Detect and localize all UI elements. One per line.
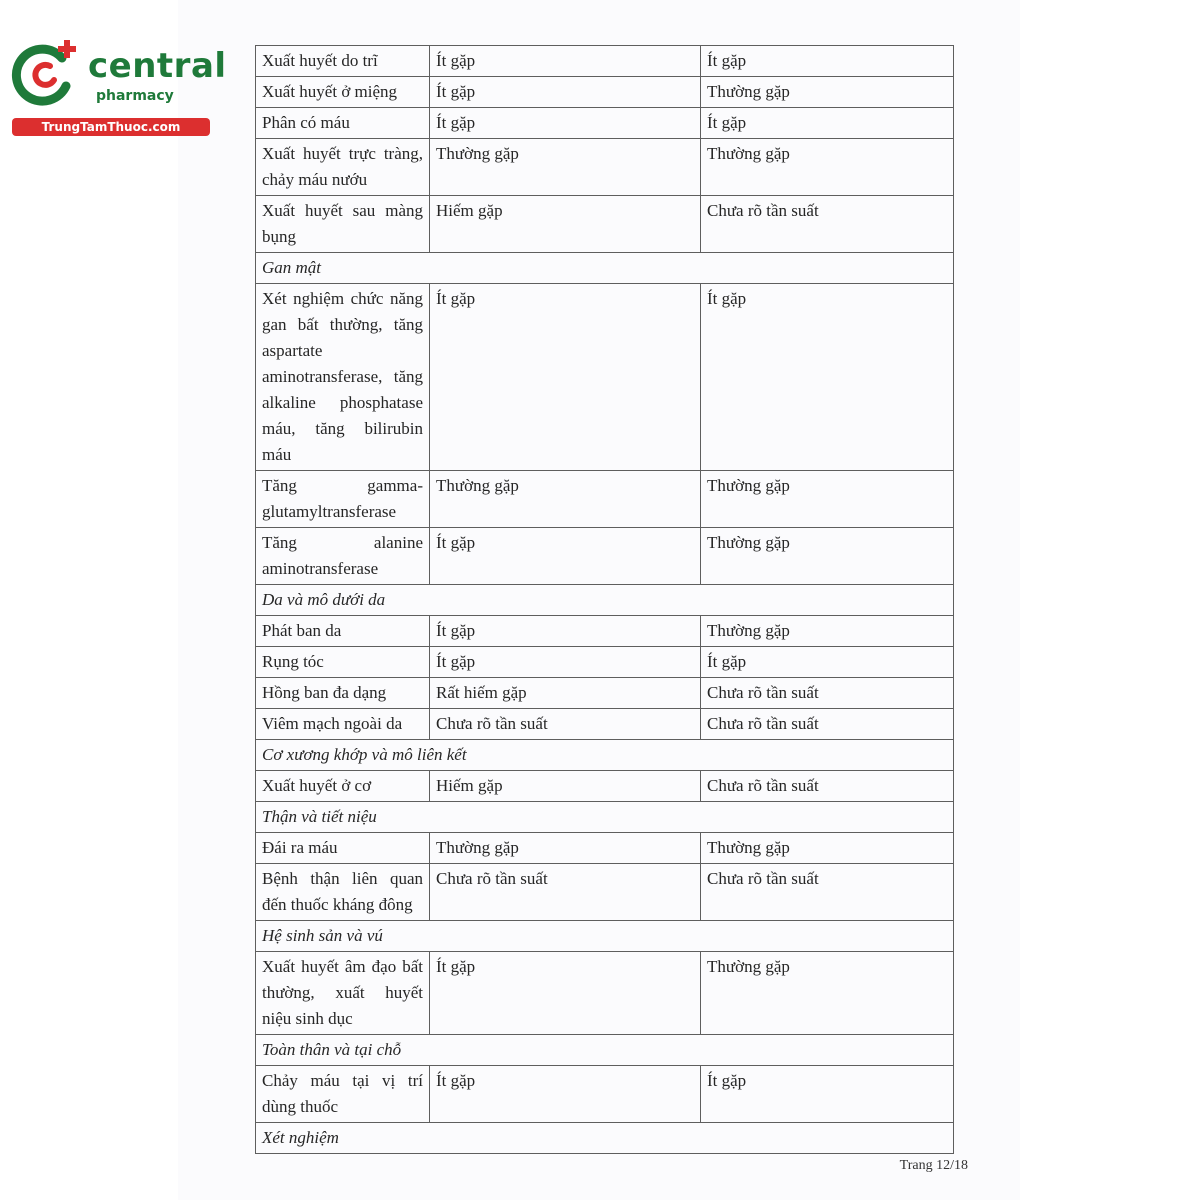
section-row xyxy=(256,802,954,833)
table-row xyxy=(256,1066,954,1123)
frequency-cell-2: Ít gặp xyxy=(701,284,954,471)
table-row xyxy=(256,528,954,585)
table-row xyxy=(256,678,954,709)
frequency-cell-2: Chưa rõ tần suất xyxy=(701,678,954,709)
page-number: Trang 12/18 xyxy=(899,1158,968,1173)
frequency-cell-1: Ít gặp xyxy=(430,616,701,647)
adverse-effect-cell: Phát ban da xyxy=(256,616,430,647)
adverse-effect-cell: Tăng gamma-glutamyltransferase xyxy=(256,471,430,528)
frequency-cell-1: Thường gặp xyxy=(430,471,701,528)
section-row xyxy=(256,253,954,284)
section-row xyxy=(256,740,954,771)
pharmacy-cross-logo-icon xyxy=(10,36,80,106)
adverse-effect-cell: Hồng ban đa dạng xyxy=(256,678,430,709)
frequency-cell-2: Chưa rõ tần suất xyxy=(701,864,954,921)
frequency-cell-2: Chưa rõ tần suất xyxy=(701,196,954,253)
table-row xyxy=(256,108,954,139)
adverse-effect-cell: Xuất huyết âm đạo bất thường, xuất huyết niệu sinh dục xyxy=(256,952,430,1035)
frequency-cell-2: Thường gặp xyxy=(701,139,954,196)
adverse-effect-cell: Bệnh thận liên quan đến thuốc kháng đông xyxy=(256,864,430,921)
frequency-cell-2: Chưa rõ tần suất xyxy=(701,709,954,740)
section-row xyxy=(256,585,954,616)
section-title: Da và mô dưới da xyxy=(256,585,954,616)
section-title: Cơ xương khớp và mô liên kết xyxy=(256,740,954,771)
frequency-cell-2: Ít gặp xyxy=(701,46,954,77)
frequency-cell-2: Ít gặp xyxy=(701,108,954,139)
section-row xyxy=(256,1123,954,1154)
section-title: Thận và tiết niệu xyxy=(256,802,954,833)
adverse-effect-cell: Xuất huyết sau màng bụng xyxy=(256,196,430,253)
table-row xyxy=(256,833,954,864)
brand-name: central xyxy=(88,46,227,86)
table-row xyxy=(256,196,954,253)
section-row xyxy=(256,921,954,952)
adverse-effect-cell: Xuất huyết ở miệng xyxy=(256,77,430,108)
frequency-cell-2: Chưa rõ tần suất xyxy=(701,771,954,802)
table-row xyxy=(256,616,954,647)
table-row xyxy=(256,864,954,921)
frequency-cell-2: Ít gặp xyxy=(701,1066,954,1123)
frequency-cell-1: Thường gặp xyxy=(430,833,701,864)
adverse-effect-cell: Phân có máu xyxy=(256,108,430,139)
frequency-cell-1: Ít gặp xyxy=(430,46,701,77)
frequency-cell-1: Ít gặp xyxy=(430,1066,701,1123)
frequency-cell-1: Ít gặp xyxy=(430,108,701,139)
frequency-cell-2: Thường gặp xyxy=(701,528,954,585)
table-row xyxy=(256,139,954,196)
table-row xyxy=(256,709,954,740)
frequency-cell-2: Ít gặp xyxy=(701,647,954,678)
adverse-effect-cell: Xuất huyết do trĩ xyxy=(256,46,430,77)
section-title: Gan mật xyxy=(256,253,954,284)
table-row xyxy=(256,952,954,1035)
frequency-cell-1: Ít gặp xyxy=(430,952,701,1035)
brand-website: TrungTamThuoc.com xyxy=(12,118,210,136)
adverse-effect-cell: Xét nghiệm chức năng gan bất thường, tăng aspartate aminotransferase, tăng alkaline phosphatase máu, tăng bilirubin máu xyxy=(256,284,430,471)
frequency-cell-1: Ít gặp xyxy=(430,284,701,471)
frequency-cell-1: Chưa rõ tần suất xyxy=(430,864,701,921)
frequency-cell-2: Thường gặp xyxy=(701,833,954,864)
table-row xyxy=(256,46,954,77)
brand-tagline: pharmacy xyxy=(96,88,174,104)
table-row xyxy=(256,771,954,802)
table-row xyxy=(256,471,954,528)
frequency-cell-1: Ít gặp xyxy=(430,77,701,108)
table-row xyxy=(256,647,954,678)
adverse-effect-cell: Xuất huyết ở cơ xyxy=(256,771,430,802)
adverse-effect-cell: Đái ra máu xyxy=(256,833,430,864)
adverse-effect-cell: Chảy máu tại vị trí dùng thuốc xyxy=(256,1066,430,1123)
adverse-effect-cell: Viêm mạch ngoài da xyxy=(256,709,430,740)
frequency-cell-2: Thường gặp xyxy=(701,471,954,528)
section-title: Hệ sinh sản và vú xyxy=(256,921,954,952)
frequency-cell-1: Chưa rõ tần suất xyxy=(430,709,701,740)
frequency-cell-2: Thường gặp xyxy=(701,952,954,1035)
frequency-cell-1: Hiếm gặp xyxy=(430,196,701,253)
brand-logo[interactable] xyxy=(10,36,227,136)
frequency-cell-1: Thường gặp xyxy=(430,139,701,196)
section-title: Xét nghiệm xyxy=(256,1123,954,1154)
table-row xyxy=(256,284,954,471)
side-effects-table xyxy=(255,45,954,1154)
frequency-cell-1: Ít gặp xyxy=(430,647,701,678)
adverse-effect-cell: Rụng tóc xyxy=(256,647,430,678)
frequency-cell-1: Ít gặp xyxy=(430,528,701,585)
frequency-cell-1: Rất hiếm gặp xyxy=(430,678,701,709)
adverse-effect-cell: Tăng alanine aminotransferase xyxy=(256,528,430,585)
frequency-cell-1: Hiếm gặp xyxy=(430,771,701,802)
section-title: Toàn thân và tại chỗ xyxy=(256,1035,954,1066)
adverse-effect-cell: Xuất huyết trực tràng, chảy máu nướu xyxy=(256,139,430,196)
frequency-cell-2: Thường gặp xyxy=(701,77,954,108)
frequency-cell-2: Thường gặp xyxy=(701,616,954,647)
section-row xyxy=(256,1035,954,1066)
table-row xyxy=(256,77,954,108)
